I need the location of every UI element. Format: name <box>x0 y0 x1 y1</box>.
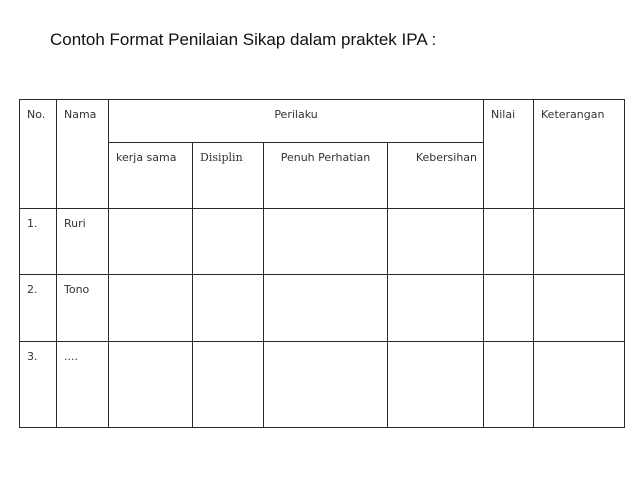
row-nama: .... <box>57 342 109 428</box>
row-keterangan-cell <box>534 342 625 428</box>
row-kerja-sama-cell <box>109 342 193 428</box>
attitude-assessment-table <box>19 99 625 428</box>
table-row <box>20 209 625 275</box>
header-nama: Nama <box>57 100 109 209</box>
table-row <box>20 275 625 342</box>
row-disiplin-cell <box>193 275 264 342</box>
sub-header-penuh-perhatian: Penuh Perhatian <box>264 143 388 209</box>
row-penuh-perhatian-cell <box>264 209 388 275</box>
row-keterangan-cell <box>534 275 625 342</box>
row-penuh-perhatian-cell <box>264 342 388 428</box>
header-no: No. <box>20 100 57 209</box>
row-nilai-cell <box>484 275 534 342</box>
row-nilai-cell <box>484 209 534 275</box>
row-penuh-perhatian-cell <box>264 275 388 342</box>
sub-header-kebersihan: Kebersihan <box>388 143 484 209</box>
row-kebersihan-cell <box>388 342 484 428</box>
row-nama: Tono <box>57 275 109 342</box>
header-row <box>20 100 625 143</box>
row-no: 3. <box>20 342 57 428</box>
header-nilai: Nilai <box>484 100 534 209</box>
row-kebersihan-cell <box>388 209 484 275</box>
row-disiplin-cell <box>193 209 264 275</box>
row-no: 1. <box>20 209 57 275</box>
row-no: 2. <box>20 275 57 342</box>
header-perilaku: Perilaku <box>109 100 484 143</box>
row-kerja-sama-cell <box>109 209 193 275</box>
sub-header-kerja-sama: kerja sama <box>109 143 193 209</box>
header-keterangan: Keterangan <box>534 100 625 209</box>
row-kebersihan-cell <box>388 275 484 342</box>
row-kerja-sama-cell <box>109 275 193 342</box>
row-nilai-cell <box>484 342 534 428</box>
sub-header-disiplin: Disiplin <box>193 143 264 209</box>
row-nama: Ruri <box>57 209 109 275</box>
document-title: Contoh Format Penilaian Sikap dalam praktek IPA : <box>50 30 437 49</box>
row-disiplin-cell <box>193 342 264 428</box>
row-keterangan-cell <box>534 209 625 275</box>
table-row <box>20 342 625 428</box>
